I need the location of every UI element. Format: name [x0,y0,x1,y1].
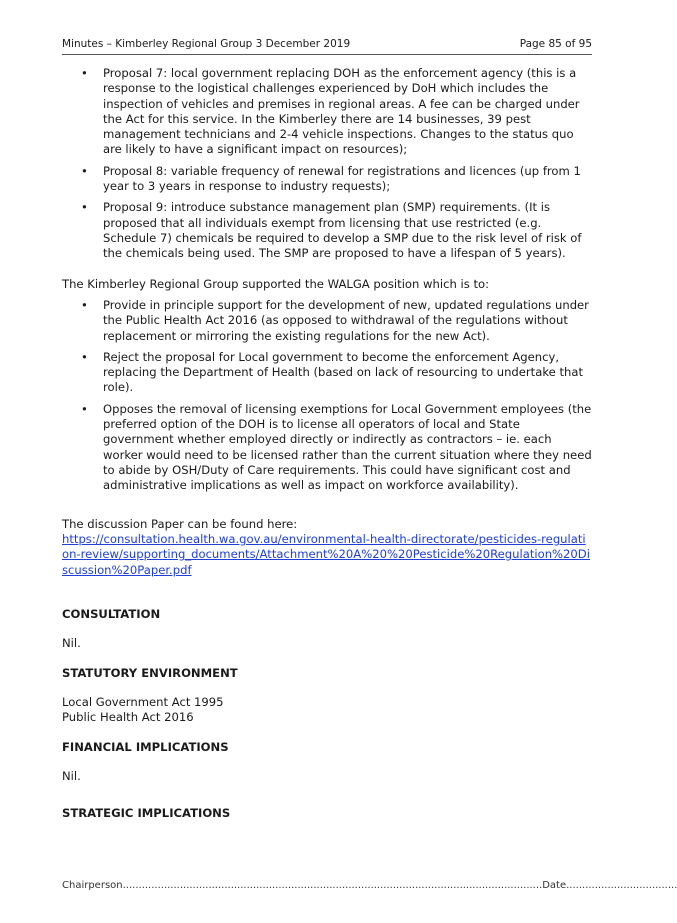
walga-intro: The Kimberley Regional Group supported the WALGA position which is to: [62,277,489,291]
list-item: • Proposal 7: local government replacing DOH as the enforcement agency (this is a response to the logistical challenges experienced by DoH which includes the inspection of vehicles and premises in regional areas. A fee can be charged under the Act for this service. In the Kimberley there are 14 businesses, 39 pest management technicians and 2-4 vehicle inspections. Changes to the status quo are likely to have a significant impact on resources); [81,66,580,157]
statutory-heading: STATUTORY ENVIRONMENT [62,666,238,680]
page-number: Page 85 of 95 [519,38,592,50]
discussion-intro: The discussion Paper can be found here: [62,517,298,531]
financial-body: Nil. [62,769,81,783]
bullet-icon: • [81,163,88,178]
signature-footer [62,880,677,891]
list-item: • Opposes the removal of licensing exemptions for Local Government employees (the preferred option of the DOH is to license all operators of local and State government whether employed directly or indirectly as contractors – ie. each worker would need to be licensed rather than the current situation where they need to abide by OSH/Duty of Care requirements. This could have significant cost and administrative implications as well as impact on workforce availability). [81,401,592,493]
strategic-heading: STRATEGIC IMPLICATIONS [62,806,231,820]
chairperson-label: Chairperson [62,880,123,891]
consultation-heading: CONSULTATION [62,607,161,621]
proposal-list [62,66,592,268]
consultation-body: Nil. [62,636,81,650]
list-item: • Provide in principle support for the development of new, updated regulations under the Public Health Act 2016 (as opposed to withdrawal of the regulations without replacement or mirroring the existing regulations for the new Act). [81,298,589,343]
walga-position-list [62,298,592,500]
page-header [62,38,592,55]
date-label: Date [542,880,567,891]
header-title: Minutes – Kimberley Regional Group 3 December 2019 [62,38,351,50]
list-item: • Proposal 9: introduce substance management plan (SMP) requirements. (It is proposed that all individuals exempt from licensing that use restricted (e.g. Schedule 7) chemicals be required to develop a SMP due to the risk level of risk of the chemicals being used. The SMP are proposed to have a lifespan of 5 years). [81,200,582,261]
bullet-icon: • [81,66,88,80]
bullet-icon: • [81,200,88,215]
bullet-icon: • [81,349,88,364]
bullet-icon: • [81,401,88,416]
chairperson-signature-line: .................................................................................................................................... [122,880,543,891]
discussion-paper-link[interactable]: https://consultation.health.wa.gov.au/environmental-health-directorate/pesticides-regulation-review/supporting_documents/Attachment%20A%20%20Pesticide%20Regulation%20Discussion%20Paper.pdf [62,532,590,577]
bullet-icon: • [81,298,88,312]
statutory-line-1: Local Government Act 1995 [62,695,224,709]
financial-heading: FINANCIAL IMPLICATIONS [62,740,229,754]
list-item: • Reject the proposal for Local government to become the enforcement Agency, replacing the Department of Health (based on lack of resourcing to undertake that role). [81,349,583,395]
statutory-line-2: Public Health Act 2016 [62,710,194,724]
list-item: • Proposal 8: variable frequency of renewal for registrations and licences (up from 1 year to 3 years in response to industry requests); [81,163,581,194]
date-line: ................................... [566,880,677,891]
